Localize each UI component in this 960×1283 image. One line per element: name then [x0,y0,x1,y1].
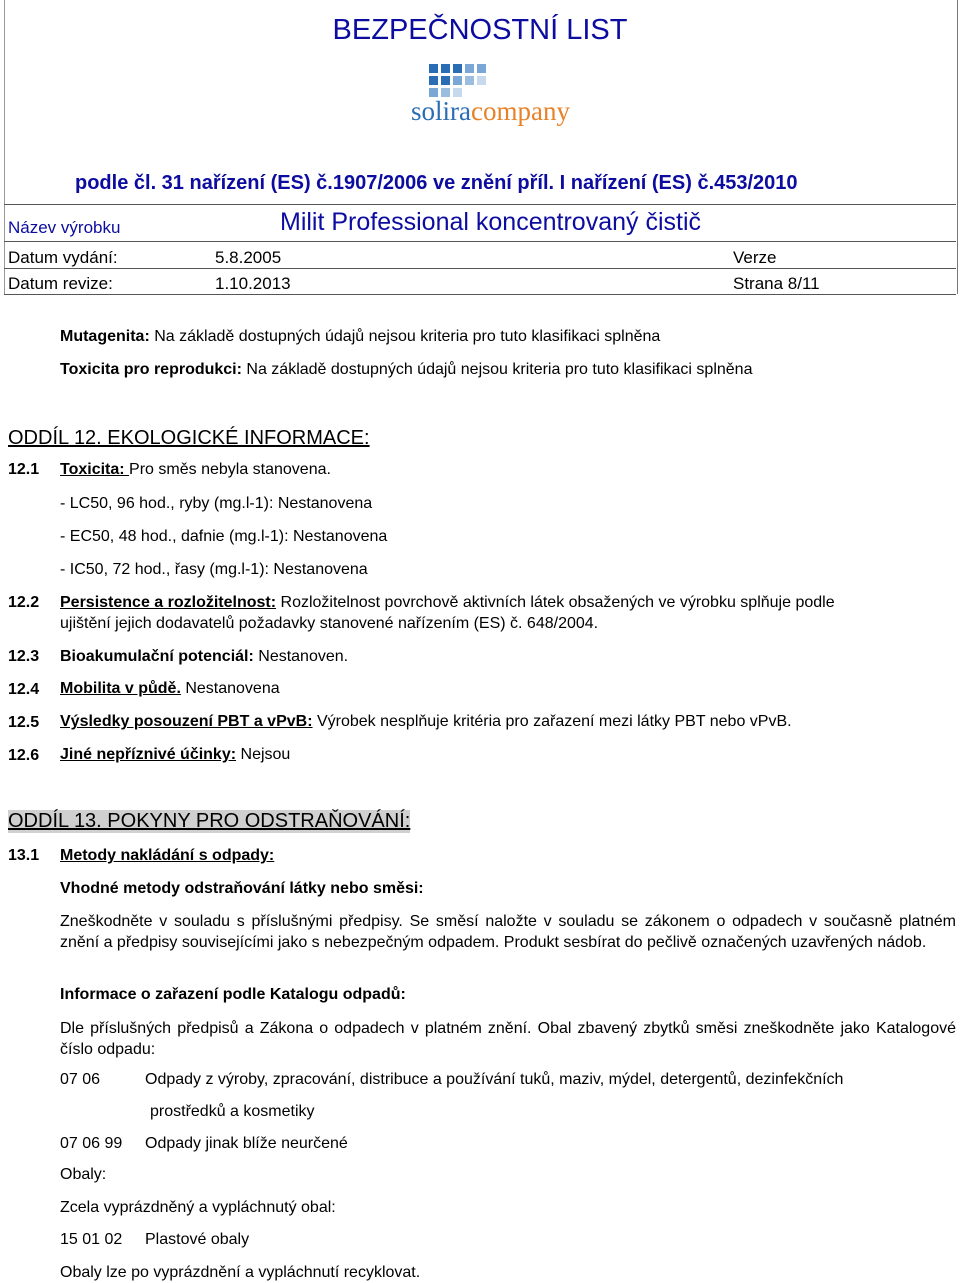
issue-date-label: Datum vydání: [8,248,118,267]
product-name-label: Název výrobku [8,218,121,237]
mutagenicity-line [60,328,660,346]
regulation-subtitle: podle čl. 31 nařízení (ES) č.1907/2006 ve znění příl. I nařízení (ES) č.453/2010 [75,172,798,194]
disposal-paragraph: Zneškodněte v souladu s příslušnými předpisy. Se směsí naložte v souladu se zákonem o odpadech v současně platném znění a předpisy souvisejícími jako s nebezpečným odpadem. Produkt sesbírat do pečlivě označených uzavřených nádob. [60,913,956,951]
mutagenicity-text: Na základě dostupných údajů nejsou kriteria pro tuto klasifikaci splněna [149,328,661,345]
section-13-heading: ODDÍL 13. POKYNY PRO ODSTRAŇOVÁNÍ: [8,810,411,832]
reproductive-toxicity-line [60,361,752,379]
lc50-line: - LC50, 96 hod., ryby (mg.l-1): Nestanovena [60,495,373,512]
waste-code-description: Plastové obaly [145,1231,250,1248]
logo-text-company: company [471,96,570,126]
pbt-label: Výsledky posouzení PBT a vPvB: [60,713,313,730]
waste-code-description-cont: prostředků a kosmetiky [150,1103,315,1120]
revision-date: 1.10.2013 [215,274,291,293]
packaging-label: Obaly: [60,1166,107,1183]
pbt-line [60,713,792,731]
persistence-line [60,594,835,612]
item-number: 12.4 [8,681,40,698]
item-number: 12.3 [8,648,40,665]
document-title: BEZPEČNOSTNÍ LIST [332,14,628,46]
item-number: 12.5 [8,714,40,731]
catalogue-paragraph: Dle příslušných předpisů a Zákona o odpadech v platném znění. Obal zbavený zbytků směsi zneškodněte jako Katalogové číslo odpadu: [60,1020,956,1058]
persistence-text-cont: ujištění jejich dodavatelů požadavky stanovené nařízením (ES) č. 648/2004. [60,615,599,632]
item-number: 12.2 [8,594,40,611]
section-12-heading: ODDÍL 12. EKOLOGICKÉ INFORMACE: [8,427,370,449]
revision-date-label: Datum revize: [8,274,113,293]
other-effects-line [60,746,290,764]
divider [4,241,956,242]
divider [4,204,956,205]
waste-code: 15 01 02 [60,1231,123,1248]
pbt-text: Výrobek nesplňuje kritéria pro zařazení mezi látky PBT nebo vPvB. [312,713,792,730]
issue-date: 5.8.2005 [215,248,282,267]
other-effects-label: Jiné nepříznivé účinky: [60,746,237,763]
bioaccumulation-text: Nestanoven. [253,648,349,665]
waste-code-description: Odpady jinak blíže neurčené [145,1135,348,1152]
recycling-note: Obaly lze po vyprázdnění a vypláchnutí recyklovat. [60,1264,421,1281]
catalogue-subheading: Informace o zařazení podle Katalogu odpadů: [60,986,406,1003]
toxicity-label: Toxicita: [60,461,130,478]
waste-methods-label: Metody nakládání s odpady: [60,847,275,864]
reproductive-toxicity-text: Na základě dostupných údajů nejsou kriteria pro tuto klasifikaci splněna [241,361,753,378]
company-logo [395,60,570,140]
bioaccumulation-line [60,648,348,666]
bioaccumulation-label: Bioakumulační potenciál: [60,648,254,665]
mobility-line [60,680,280,698]
disposal-methods-subheading: Vhodné metody odstraňování látky nebo směsi: [60,880,424,897]
mutagenicity-label: Mutagenita: [60,328,150,345]
item-number: 12.6 [8,747,40,764]
toxicity-text: Pro směs nebyla stanovena. [129,461,331,478]
page-number: Strana 8/11 [733,274,820,293]
mobility-label: Mobilita v půdě. [60,680,181,697]
divider [4,268,956,269]
divider [4,294,956,295]
mobility-text: Nestanovena [180,680,280,697]
other-effects-text: Nejsou [236,746,291,763]
waste-code: 07 06 [60,1071,101,1088]
empty-packaging-label: Zcela vyprázdněný a vypláchnutý obal: [60,1199,336,1216]
waste-code: 07 06 99 [60,1135,123,1152]
persistence-label: Persistence a rozložitelnost: [60,594,277,611]
waste-code-description: Odpady z výroby, zpracování, distribuce a používání tuků, maziv, mýdel, detergentů, dezinfekčních [145,1071,844,1088]
logo-text-solira: solira [411,96,471,126]
ic50-line: - IC50, 72 hod., řasy (mg.l-1): Nestanovena [60,561,368,578]
toxicity-line [60,461,331,479]
persistence-text: Rozložitelnost povrchově aktivních látek obsažených ve výrobku splňuje podle [276,594,835,611]
version-label: Verze [733,248,777,267]
reproductive-toxicity-label: Toxicita pro reprodukci: [60,361,242,378]
item-number: 12.1 [8,461,40,478]
product-name: Milit Professional koncentrovaný čistič [280,208,701,236]
ec50-line: - EC50, 48 hod., dafnie (mg.l-1): Nestanovena [60,528,388,545]
item-number: 13.1 [8,847,40,864]
